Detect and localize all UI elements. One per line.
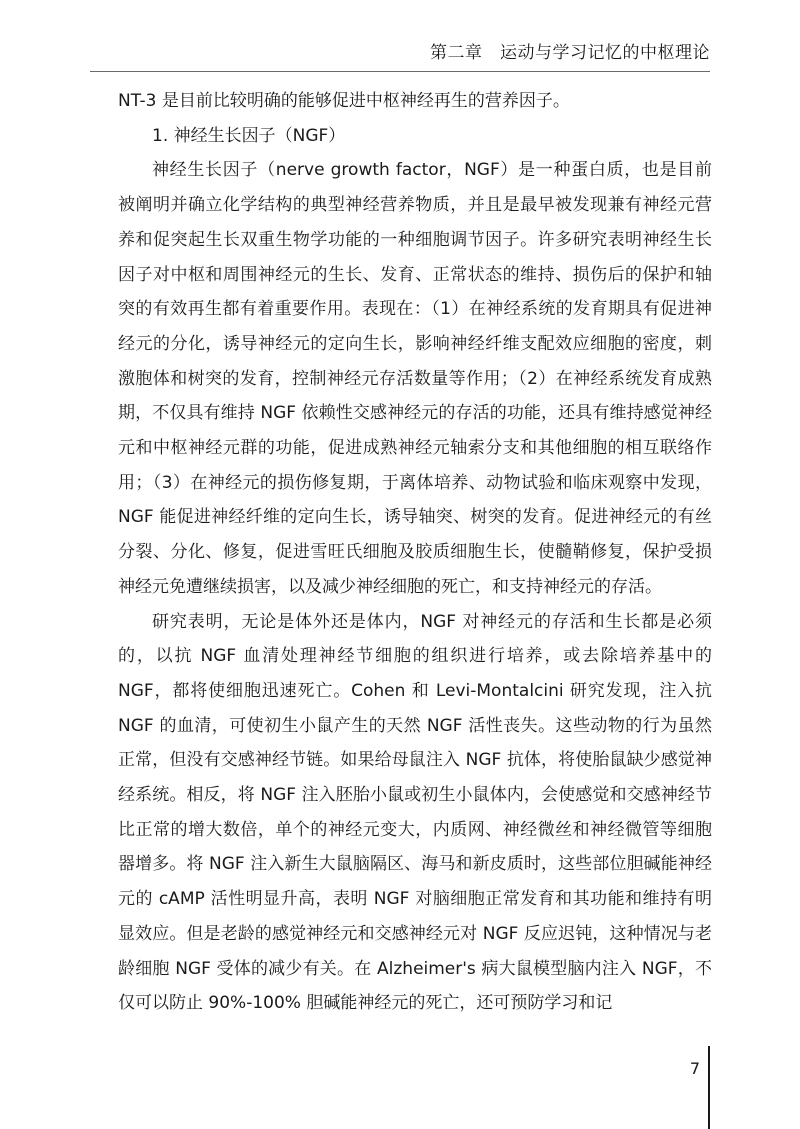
section-heading-ngf: 1. 神经生长因子（NGF） — [152, 125, 346, 146]
paragraph-ngf-definition: 神经生长因子（nerve growth factor，NGF）是一种蛋白质，也是目前被阐明并确立化学结构的典型神经营养物质，并且是最早被发现兼有神经元营养和促突起生长双重生物学功能的一种细胞调节因子。许多研究表明神经生长因子对中枢和周围神经元的生长、发育、正常状态的维持、损伤后的保护和轴突的有效再生都有着重要作用。表现在：（1）在神经系统的发育期具有促进神经元的分化，诱导神经元的定向生长，影响神经纤维支配效应细胞的密度，刺激胞体和树突的发育，控制神经元存活数量等作用；（2）在神经系统发育成熟期，不仅具有维持 NGF 依赖性交感神经元的存活的功能，还具有维持感觉神经元和中枢神经元群的功能，促进成熟神经元轴索分支和其他细胞的相互联络作用；（3）在神经元的损伤修复期，于离体培养、动物试验和临床观察中发现，NGF 能促进神经纤维的定向生长，诱导轴突、树突的发育。促进神经元的有丝分裂、分化、修复，促进雪旺氏细胞及胶质细胞生长，使髓鞘修复，保护受损神经元免遭继续损害，以及减少神经细胞的死亡，和支持神经元的存活。 — [118, 160, 712, 597]
paragraph-intro: NT-3 是目前比较明确的能够促进中枢神经再生的营养因子。 — [118, 91, 570, 111]
header-divider — [90, 71, 710, 72]
running-header: 第二章 运动与学习记忆的中枢理论 — [430, 43, 710, 63]
paragraph-ngf-research: 研究表明，无论是体外还是体内，NGF 对神经元的存活和生长都是必须的，以抗 NGF 血清处理神经节细胞的组织进行培养，或去除培养基中的 NGF，都将使细胞迅速死亡。Cohen 和 Levi-Montalcini 研究发现，注入抗 NGF 的血清，可使初生小鼠产生的天然 NGF 活性丧失。这些动物的行为虽然正常，但没有交感神经节链。如果给母鼠注入 NGF 抗体，将使胎鼠缺少感觉神经系统。相反，将 NGF 注入胚胎小鼠或初生小鼠体内，会使感觉和交感神经节比正常的增大数倍，单个的神经元变大，内质网、神经微丝和神经微管等细胞器增多。将 NGF 注入新生大鼠脑隔区、海马和新皮质时，这些部位胆碱能神经元的 cAMP 活性明显升高，表明 NGF 对脑细胞正常发育和其功能和维持有明显效应。但是老龄的感觉神经元和交感神经元对 NGF 反应迟钝，这种情况与老龄细胞 NGF 受体的减少有关。在 Alzheimer's 病大鼠模型脑内注入 NGF，不仅可以防止 90%-100% 胆碱能神经元的死亡，还可预防学习和记 — [118, 611, 712, 1014]
page-number-rule — [708, 1046, 710, 1129]
page-number: 7 — [689, 1059, 700, 1078]
page-body — [118, 84, 712, 1021]
